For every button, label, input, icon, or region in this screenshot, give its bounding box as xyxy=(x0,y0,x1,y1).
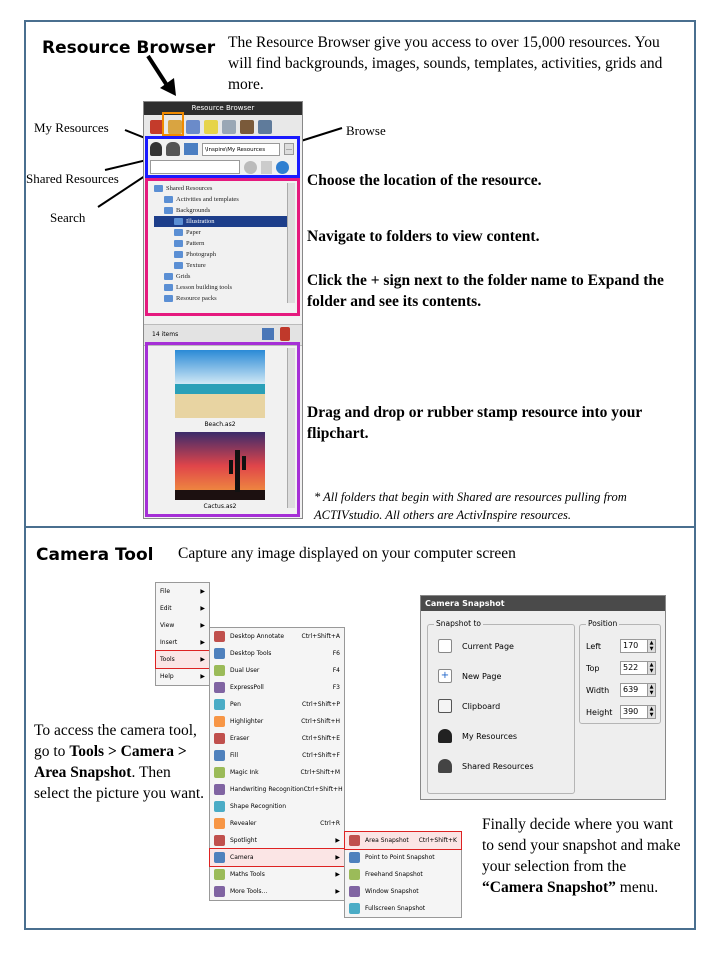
menu-item-icon xyxy=(349,835,360,846)
menu-item-shortcut: Ctrl+Shift+H xyxy=(303,786,343,793)
tree-item[interactable] xyxy=(154,216,288,227)
person-icon xyxy=(438,729,452,743)
destination-shared-resources[interactable] xyxy=(438,759,534,773)
folder-tree xyxy=(154,183,288,304)
menu-item-icon xyxy=(214,699,225,710)
camera-tool-intro: Capture any image displayed on your computer screen xyxy=(178,545,516,562)
tree-scrollbar[interactable] xyxy=(287,183,295,303)
menu-item-label: File xyxy=(160,588,171,595)
expand-folder-text: Click the + sign next to the folder name to Expand the folder and see its contents. xyxy=(307,272,664,310)
menu-item-icon xyxy=(349,852,360,863)
destination-current-page[interactable] xyxy=(438,639,514,653)
menu-item[interactable] xyxy=(345,832,461,849)
tree-item[interactable] xyxy=(154,271,288,282)
destination-clipboard[interactable] xyxy=(438,699,500,713)
menu-item-label: Fullscreen Snapshot xyxy=(365,905,426,912)
menu-item[interactable] xyxy=(210,764,344,781)
panel-title: Resource Browser xyxy=(144,102,302,115)
access-text-start: To access the camera tool, go to xyxy=(34,722,197,760)
menu-item[interactable] xyxy=(210,747,344,764)
menu-item-label: More Tools... xyxy=(230,888,268,895)
menu-item-shortcut: ▶ xyxy=(200,622,205,629)
tree-item-label: Shared Resources xyxy=(166,185,213,192)
snapshot-to-group xyxy=(427,619,575,794)
new-page-icon: + xyxy=(438,669,452,683)
rubber-stamp-icon[interactable] xyxy=(280,327,290,341)
menu-item[interactable] xyxy=(210,713,344,730)
tree-item-label: Resource packs xyxy=(176,295,217,302)
position-field-label: Left xyxy=(586,641,602,651)
menu-item-icon xyxy=(214,750,225,761)
menu-item-label: Help xyxy=(160,673,174,680)
folder-icon xyxy=(164,196,173,203)
menu-item-label: Shape Recognition xyxy=(230,803,287,810)
destination-my-resources[interactable] xyxy=(438,729,517,743)
tree-item-label: Texture xyxy=(186,262,206,269)
menu-item-label: Area Snapshot xyxy=(365,837,409,844)
page-icon xyxy=(438,639,452,653)
menu-item-label: Window Snapshot xyxy=(365,888,419,895)
menu-item-shortcut: ▶ xyxy=(335,888,340,895)
folder-icon xyxy=(164,207,173,214)
access-text-end: . Then select the picture you want. xyxy=(34,764,205,802)
menu-item[interactable] xyxy=(345,900,461,917)
access-instructions xyxy=(34,720,204,804)
menu-item-shortcut: Ctrl+Shift+A xyxy=(301,633,340,640)
menu-item[interactable] xyxy=(156,668,209,685)
menu-item[interactable] xyxy=(345,883,461,900)
menu-item-shortcut: ▶ xyxy=(200,656,205,663)
position-top-row xyxy=(586,661,656,675)
menu-item[interactable] xyxy=(210,662,344,679)
clipboard-icon xyxy=(438,699,452,713)
position-field-label: Top xyxy=(586,663,600,673)
destination-new-page[interactable] xyxy=(438,669,501,683)
beach-thumbnail[interactable] xyxy=(175,350,265,418)
tree-item[interactable] xyxy=(154,260,288,271)
menu-item[interactable] xyxy=(210,866,344,883)
spinner-icon[interactable]: ▲ ▼ xyxy=(648,705,656,719)
position-label: Position xyxy=(588,619,618,628)
menu-item-label: Insert xyxy=(160,639,178,646)
menu-item[interactable] xyxy=(210,730,344,747)
menu-item[interactable] xyxy=(210,645,344,662)
menu-item-label: Spotlight xyxy=(230,837,257,844)
destination-label: My Resources xyxy=(462,731,518,741)
menu-item-shortcut: F3 xyxy=(332,684,340,691)
tree-item[interactable] xyxy=(154,227,288,238)
orange-highlight xyxy=(162,112,184,136)
menu-item-label: Magic Ink xyxy=(230,769,259,776)
position-field-label: Width xyxy=(586,685,610,695)
folder-icon xyxy=(174,262,183,269)
menu-item-icon xyxy=(214,886,225,897)
menu-item[interactable] xyxy=(156,634,209,651)
destination-label: New Page xyxy=(462,671,502,681)
folder-icon xyxy=(174,229,183,236)
menu-item-label: Revealer xyxy=(230,820,257,827)
folder-icon xyxy=(164,295,173,302)
thumbnail-caption: Cactus.as2 xyxy=(203,503,237,510)
menu-item-icon xyxy=(214,665,225,676)
menu-item-label: Freehand Snapshot xyxy=(365,871,423,878)
folder-icon xyxy=(164,273,173,280)
menu-item-icon xyxy=(214,835,225,846)
position-width-row xyxy=(586,683,656,697)
menu-item[interactable] xyxy=(210,628,344,645)
drag-drop-text: Drag and drop or rubber stamp resource into your flipchart. xyxy=(307,404,642,442)
items-count: 14 items xyxy=(144,324,302,346)
menu-item[interactable] xyxy=(210,781,344,798)
menu-item-label: Eraser xyxy=(230,735,250,742)
menu-item[interactable] xyxy=(210,883,344,900)
menu-item[interactable] xyxy=(210,679,344,696)
menu-item-shortcut: ▶ xyxy=(200,639,205,646)
menu-item-shortcut: ▶ xyxy=(335,854,340,861)
folder-icon xyxy=(164,284,173,291)
resource-browser-intro: The Resource Browser give you access to over 15,000 resources. You will find backgrounds, images, sounds, templates, activities, grids and more. xyxy=(228,34,663,93)
position-field-label: Height xyxy=(586,707,613,717)
tree-item[interactable] xyxy=(154,249,288,260)
menu-item-label: Camera xyxy=(230,854,254,861)
menu-item[interactable] xyxy=(210,849,344,866)
folder-icon xyxy=(174,251,183,258)
final-text-end: menu. xyxy=(615,879,659,896)
menu-item-label: Maths Tools xyxy=(230,871,265,878)
menu-item-label: Highlighter xyxy=(230,718,264,725)
menu-item-shortcut: Ctrl+Shift+M xyxy=(300,769,340,776)
menu-item-label: Fill xyxy=(230,752,239,759)
menu-item-shortcut: Ctrl+Shift+F xyxy=(302,752,340,759)
choose-location-text: Choose the location of the resource. xyxy=(307,172,542,189)
tree-item[interactable] xyxy=(154,238,288,249)
menu-item-icon xyxy=(214,767,225,778)
cactus-thumbnail[interactable] xyxy=(175,432,265,500)
menu-item-icon xyxy=(214,784,225,795)
tree-item[interactable] xyxy=(154,194,288,205)
blue-highlight xyxy=(145,136,300,178)
shared-resources-label: Shared Resources xyxy=(26,171,119,186)
path-field[interactable]: \Inspire\My Resources xyxy=(202,143,280,156)
menu-item-shortcut: ▶ xyxy=(335,837,340,844)
destination-label: Shared Resources xyxy=(462,761,534,771)
notes-browser-icon[interactable] xyxy=(204,120,218,134)
navigate-text: Navigate to folders to view content. xyxy=(307,228,540,245)
position-group xyxy=(579,619,661,724)
resource-browser-heading: Resource Browser xyxy=(42,38,216,58)
position-left-row xyxy=(586,639,656,653)
menu-item-label: Desktop Tools xyxy=(230,650,272,657)
menu-item-label: Tools xyxy=(160,656,175,663)
property-browser-icon[interactable] xyxy=(222,120,236,134)
menu-item[interactable] xyxy=(345,866,461,883)
tools-menu xyxy=(209,627,345,901)
thumbnail-scrollbar[interactable] xyxy=(287,348,295,508)
menu-item[interactable] xyxy=(345,849,461,866)
object-browser-icon[interactable] xyxy=(186,120,200,134)
menu-item-icon xyxy=(214,648,225,659)
menu-item[interactable] xyxy=(156,600,209,617)
menu-item-label: Pen xyxy=(230,701,241,708)
my-resources-label: My Resources xyxy=(34,120,109,135)
position-height-row xyxy=(586,705,656,719)
menu-item[interactable] xyxy=(210,798,344,815)
camera-snapshot-dialog xyxy=(420,595,666,800)
menu-item[interactable] xyxy=(210,815,344,832)
menu-item-shortcut: Ctrl+Shift+H xyxy=(301,718,340,725)
menu-item-label: Point to Point Snapshot xyxy=(365,854,435,861)
tree-item[interactable] xyxy=(154,293,288,304)
width-input[interactable]: 639 xyxy=(620,683,648,697)
tree-item-label: Paper xyxy=(186,229,201,236)
menu-item-label: ExpressPoll xyxy=(230,684,264,691)
view-mode-icon[interactable] xyxy=(262,328,274,340)
action-browser-icon[interactable] xyxy=(240,120,254,134)
menu-item-icon xyxy=(214,818,225,829)
final-instructions xyxy=(482,814,688,898)
menu-item-icon xyxy=(349,869,360,880)
folder-icon xyxy=(154,185,163,192)
menu-item-shortcut: Ctrl+Shift+E xyxy=(301,735,340,742)
spinner-icon[interactable]: ▲ ▼ xyxy=(648,661,656,675)
main-menu xyxy=(155,582,210,686)
menu-item-shortcut: ▶ xyxy=(335,871,340,878)
menu-item-icon xyxy=(214,801,225,812)
tree-item-label: Activities and templates xyxy=(176,196,239,203)
shared-note: * All folders that begin with Shared are resources pulling from ACTIVstudio. All others are ActivInspire resources. xyxy=(314,490,627,522)
menu-item-label: View xyxy=(160,622,175,629)
tree-item-label: Grids xyxy=(176,273,191,280)
camera-tool-heading: Camera Tool xyxy=(36,545,154,565)
dialog-title: Camera Snapshot xyxy=(421,596,665,611)
tree-item-label: Photograph xyxy=(186,251,216,258)
access-path: Tools > Camera > Area Snapshot xyxy=(34,743,187,781)
left-input[interactable]: 170 xyxy=(620,639,648,653)
menu-item-label: Handwriting Recognition xyxy=(230,786,304,793)
spinner-icon[interactable]: ▲ ▼ xyxy=(648,683,656,697)
menu-item-icon xyxy=(214,733,225,744)
menu-item-shortcut: F6 xyxy=(332,650,340,657)
search-label: Search xyxy=(50,210,86,225)
menu-item-icon xyxy=(214,852,225,863)
folder-icon xyxy=(174,240,183,247)
tree-item-label: Illustration xyxy=(186,218,215,225)
menu-item[interactable] xyxy=(156,617,209,634)
tree-item-label: Backgrounds xyxy=(176,207,211,214)
menu-item-shortcut: ▶ xyxy=(200,673,205,680)
menu-item-icon xyxy=(349,886,360,897)
spinner-icon[interactable]: ▲ ▼ xyxy=(648,639,656,653)
tree-item[interactable] xyxy=(154,205,288,216)
menu-item-label: Desktop Annotate xyxy=(230,633,285,640)
menu-item[interactable] xyxy=(210,696,344,713)
menu-item-label: Edit xyxy=(160,605,172,612)
browse-label: Browse xyxy=(346,123,386,138)
menu-item-shortcut: Ctrl+R xyxy=(320,820,340,827)
menu-item[interactable] xyxy=(156,583,209,600)
tree-item-label: Pattern xyxy=(186,240,205,247)
menu-item-icon xyxy=(214,716,225,727)
people-icon xyxy=(438,759,452,773)
menu-item-shortcut: Ctrl+Shift+P xyxy=(302,701,340,708)
menu-item[interactable] xyxy=(210,832,344,849)
final-text-start: Finally decide where you want to send your snapshot and make your selection from the xyxy=(482,816,681,875)
menu-item-shortcut: ▶ xyxy=(200,588,205,595)
menu-item[interactable] xyxy=(156,651,209,668)
menu-item-label: Dual User xyxy=(230,667,260,674)
menu-item-shortcut: Ctrl+Shift+K xyxy=(418,837,457,844)
menu-item-icon xyxy=(349,903,360,914)
snapshot-to-label: Snapshot to xyxy=(436,619,481,628)
tree-item-label: Lesson building tools xyxy=(176,284,232,291)
menu-item-icon xyxy=(214,631,225,642)
tree-item[interactable] xyxy=(154,183,288,194)
final-menu-name: “Camera Snapshot” xyxy=(482,879,616,896)
menu-item-icon xyxy=(214,682,225,693)
height-input[interactable]: 390 xyxy=(620,705,648,719)
destination-label: Current Page xyxy=(462,641,514,651)
top-input[interactable]: 522 xyxy=(620,661,648,675)
thumbnail-caption: Beach.as2 xyxy=(204,421,236,428)
destination-label: Clipboard xyxy=(462,701,501,711)
voting-browser-icon[interactable] xyxy=(258,120,272,134)
menu-item-shortcut: F4 xyxy=(332,667,340,674)
browse-button[interactable]: … xyxy=(284,143,294,155)
folder-icon xyxy=(174,218,183,225)
camera-submenu xyxy=(344,831,462,918)
menu-item-icon xyxy=(214,869,225,880)
menu-item-shortcut: ▶ xyxy=(200,605,205,612)
tree-item[interactable] xyxy=(154,282,288,293)
